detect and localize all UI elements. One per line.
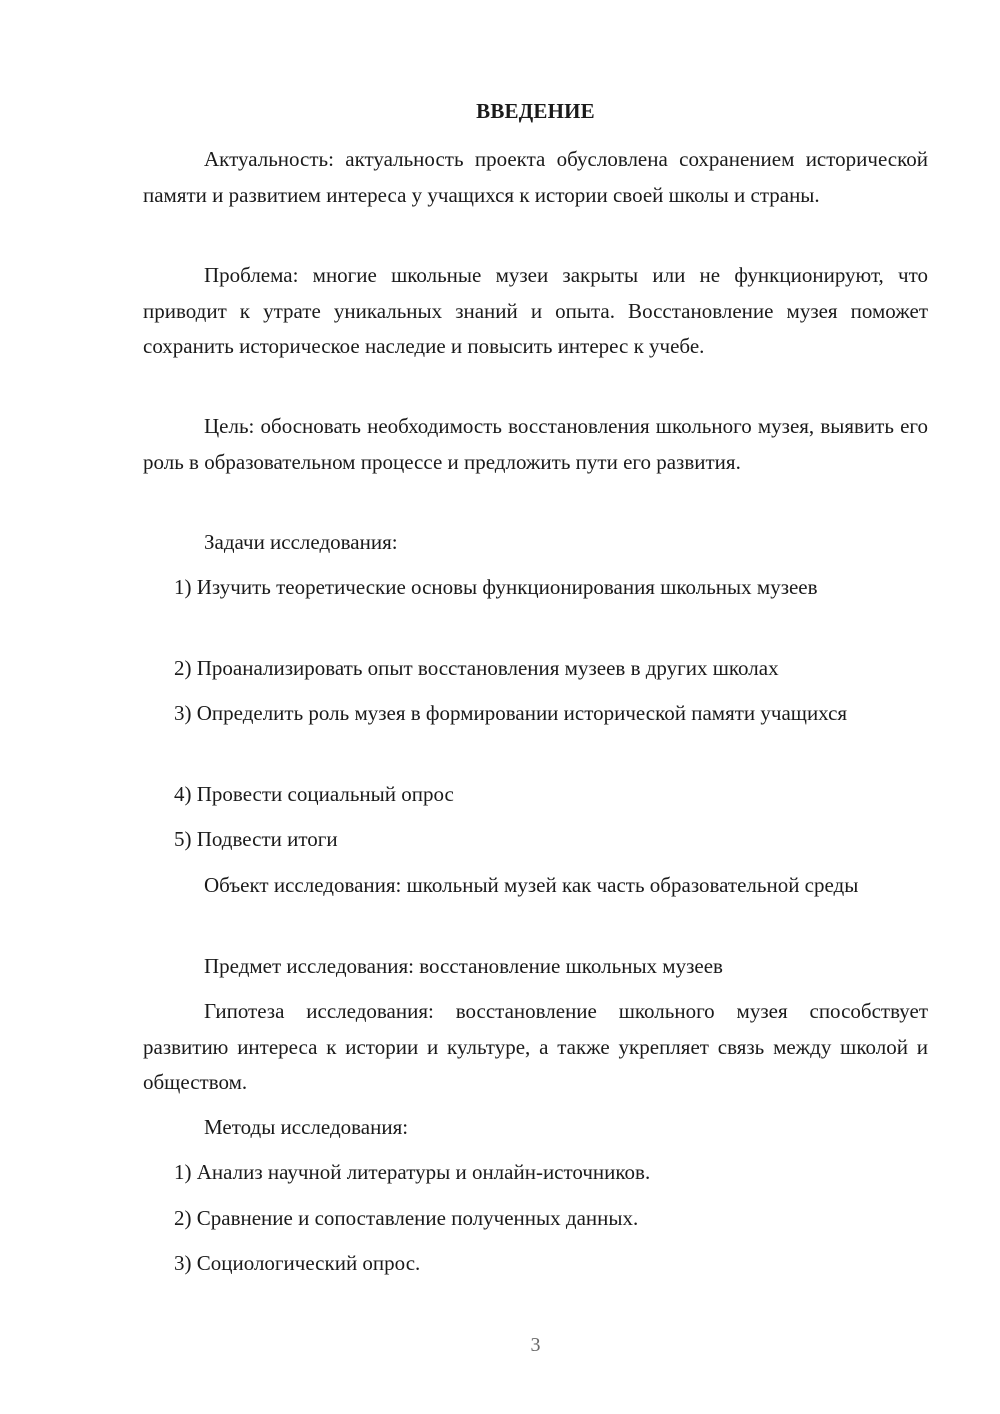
method-item-2: 2) Сравнение и сопоставление полученных данных. (174, 1206, 639, 1230)
paragraph-relevance: Актуальность: актуальность проекта обусловлена сохранением исторической памяти и развитием интереса у учащихся к истории своей школы и страны. (143, 147, 928, 207)
paragraph-problem: Проблема: многие школьные музеи закрыты или не функционируют, что приводит к утрате уникальных знаний и опыта. Восстановление музея поможет сохранить историческое наследие и повысить интерес к учебе. (143, 263, 928, 358)
method-item-3: 3) Социологический опрос. (174, 1251, 421, 1275)
paragraph-goal: Цель: обосновать необходимость восстановления школьного музея, выявить его роль в образовательном процессе и предложить пути его развития. (143, 414, 928, 474)
task-item-5: 5) Подвести итоги (174, 827, 338, 851)
paragraph-object: Объект исследования: школьный музей как часть образовательной среды (204, 873, 859, 897)
methods-heading: Методы исследования: (204, 1115, 409, 1139)
paragraph-subject: Предмет исследования: восстановление школьных музеев (204, 954, 723, 978)
tasks-heading: Задачи исследования: (204, 530, 398, 554)
task-item-3: 3) Определить роль музея в формировании исторической памяти учащихся (174, 701, 848, 725)
section-heading: ВВЕДЕНИЕ (476, 99, 595, 123)
task-item-2: 2) Проанализировать опыт восстановления музеев в других школах (174, 656, 779, 680)
document-page (143, 0, 928, 1414)
method-item-1: 1) Анализ научной литературы и онлайн-источников. (174, 1160, 651, 1184)
paragraph-hypothesis: Гипотеза исследования: восстановление школьного музея способствует развитию интереса к истории и культуре, а также укрепляет связь между школой и обществом. (143, 999, 928, 1094)
task-item-4: 4) Провести социальный опрос (174, 782, 454, 806)
task-item-1: 1) Изучить теоретические основы функционирования школьных музеев (174, 575, 818, 599)
page-number: 3 (530, 1334, 541, 1356)
